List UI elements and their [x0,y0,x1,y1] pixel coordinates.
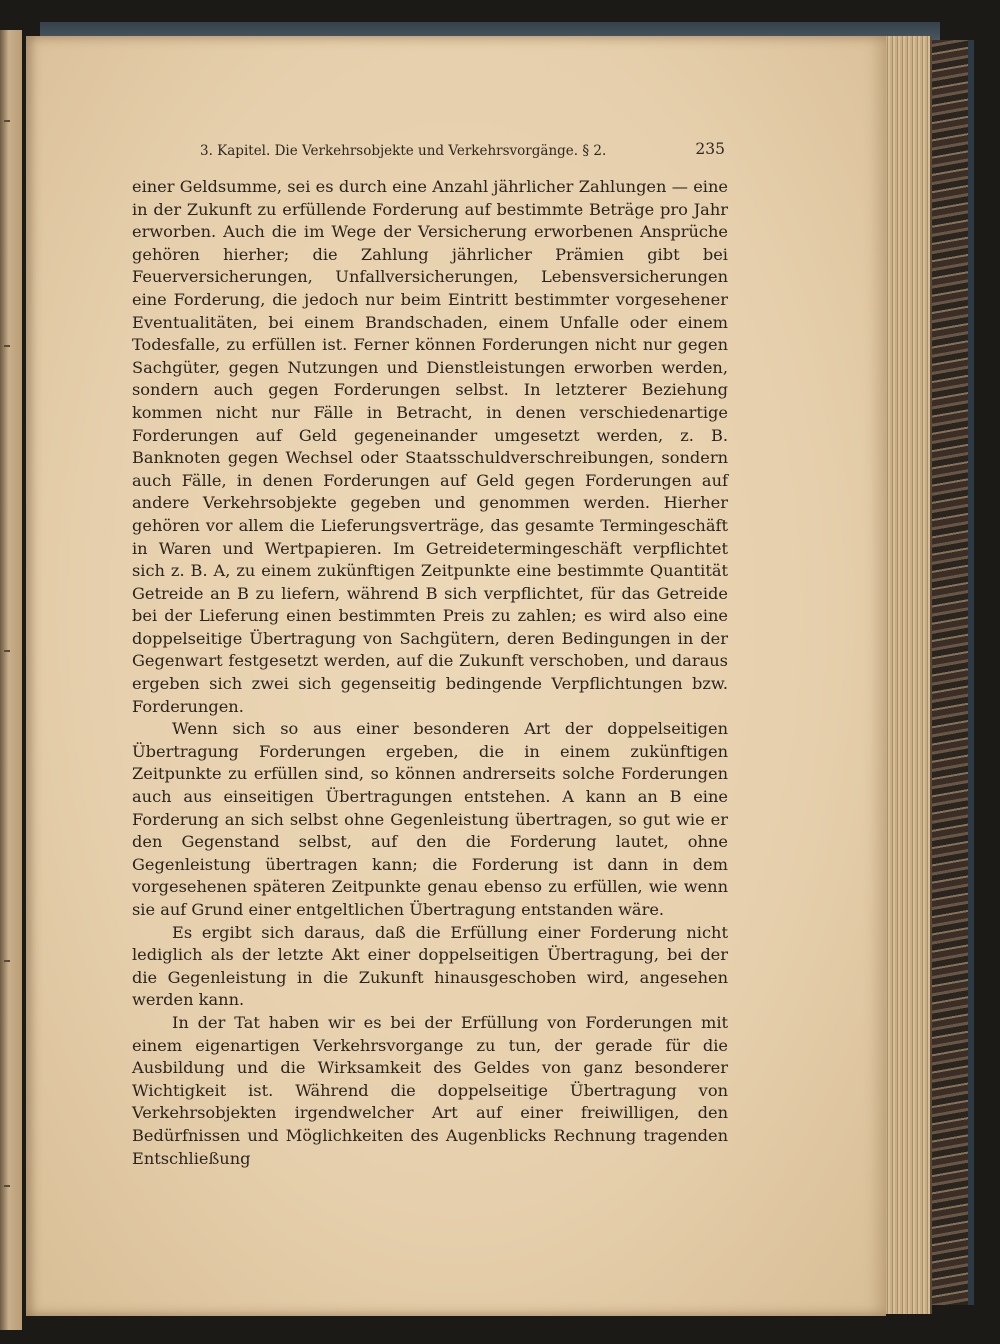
page-number: 235 [695,140,725,158]
body-text [132,176,728,1170]
paragraph: einer Geldsumme, sei es durch eine Anzahl jährlicher Zahlungen — eine in der Zukunft zu erfüllende Forderung auf bestimmte Beträge pro Jahr erworben. Auch die im Wege der Versicherung erworbenen Ansprüche gehören hierher; die Zahlung jährlicher Prämien gibt bei Feuerversicherungen, Unfallversicherungen, Lebensversicherungen eine Forderung, die jedoch nur beim Eintritt bestimmter vorgesehener Eventualitäten, bei einem Brandschaden, einem Unfalle oder einem Todesfalle, zu erfüllen ist. Ferner können Forderungen nicht nur gegen Sachgüter, gegen Nutzungen und Dienstleistungen erworben werden, sondern auch gegen Forderungen selbst. In letzterer Beziehung kommen nicht nur Fälle in Betracht, in denen verschiedenartige Forderungen auf Geld gegeneinander umgesetzt werden, z. B. Banknoten gegen Wechsel oder Staatsschuldverschreibungen, sondern auch Fälle, in denen Forderungen auf Geld gegen Forderungen auf andere Verkehrsobjekte gegeben und genommen werden. Hierher gehören vor allem die Lieferungsverträge, das gesamte Termingeschäft in Waren und Wertpapieren. Im Getreidetermingeschäft verpflichtet sich z. B. A, zu einem zukünftigen Zeitpunkte eine bestimmte Quantität Getreide an B zu liefern, während B sich verpflichtet, für das Getreide bei der Lieferung einen bestimmten Preis zu zahlen; es wird also eine doppelseitige Übertragung von Sachgütern, deren Bedingungen in der Gegenwart festgesetzt werden, auf die Zukunft verschoben, und daraus ergeben sich zwei sich gegenseitig bedingende Verpflichtungen bzw. Forderungen. [132,177,728,716]
margin-mark [4,120,10,122]
left-page-edge [0,30,22,1330]
running-head: 3. Kapitel. Die Verkehrsobjekte und Verkehrsvorgänge. § 2. [200,143,607,159]
margin-mark [4,1185,10,1187]
margin-mark [4,345,10,347]
paragraph: Es ergibt sich daraus, daß die Erfüllung einer Forderung nicht lediglich als der letzte Akt einer doppelseitigen Übertragung, bei der die Gegenleistung in die Zukunft hinausgeschoben wird, angesehen werden kann. [132,922,728,1010]
margin-mark [4,650,10,652]
paragraph: Wenn sich so aus einer besonderen Art der doppelseitigen Übertragung Forderungen ergeben, die in einem zukünftigen Zeitpunkte zu erfüllen sind, so können andrerseits solche Forderungen auch aus einseitigen Übertragungen entstehen. A kann an B eine Forderung an sich selbst ohne Gegenleistung übertragen, so gut wie er den Gegenstand selbst, auf den die Forderung lautet, ohne Gegenleistung übertragen kann; die Forderung ist dann in dem vorgesehenen späteren Zeitpunkte genau ebenso zu erfüllen, wie wenn sie auf Grund einer entgeltlichen Übertragung entstanden wäre. [132,719,728,919]
page-header [200,140,725,162]
paragraph: In der Tat haben wir es bei der Erfüllung von Forderungen mit einem eigenartigen Verkehrsvorgange zu tun, der gerade für die Ausbildung und die Wirksamkeit des Geldes von ganz besonderer Wichtigkeit ist. Während die doppelseitige Übertragung von Verkehrsobjekten irgendwelcher Art auf einer freiwilligen, den Bedürfnissen und Möglichkeiten des Augenblicks Rechnung tragenden Entschließung [132,1012,728,1168]
margin-mark [4,960,10,962]
